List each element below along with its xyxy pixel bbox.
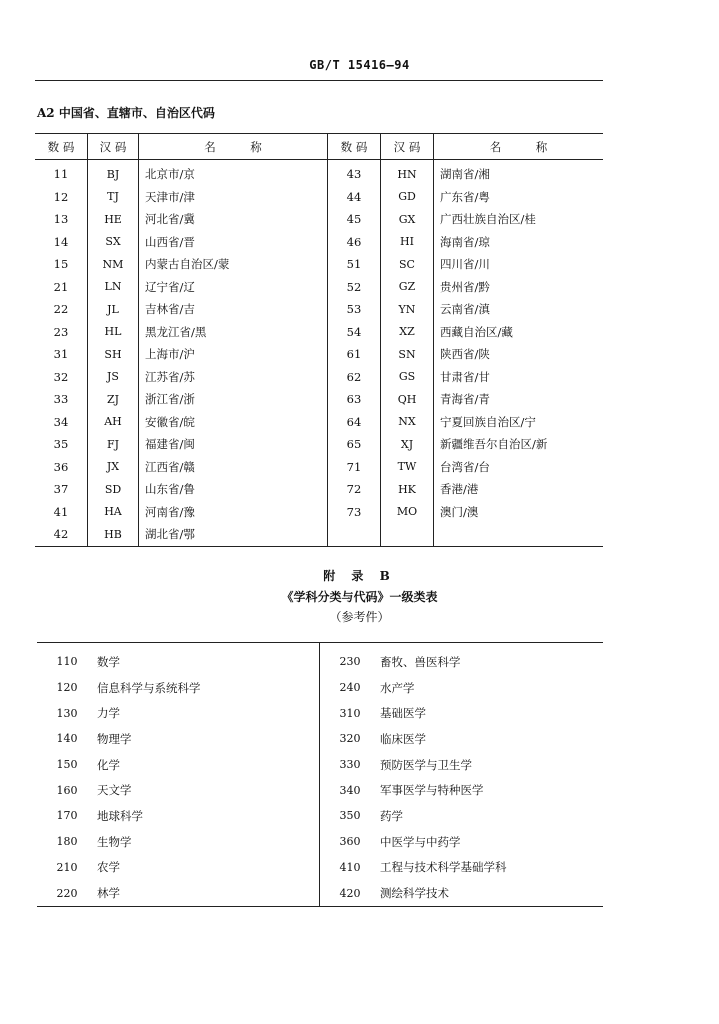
discipline-code: 150 (56, 758, 78, 772)
province-number: 37 (53, 482, 69, 497)
province-name: 湖北省/鄂 (139, 523, 328, 546)
province-number: 63 (328, 388, 381, 411)
discipline-code: 330 (320, 752, 381, 778)
appendix-title: 《学科分类与代码》一级类表 (281, 590, 438, 604)
table-row (37, 829, 603, 855)
province-name: 海南省/琼 (434, 231, 604, 254)
province-code: HL (88, 321, 139, 344)
province-code: NX (381, 411, 434, 434)
discipline-name: 信息科学与系统科学 (97, 680, 201, 695)
table-row (37, 803, 603, 829)
province-name: 四川省/川 (434, 253, 604, 276)
province-code: HE (88, 208, 139, 231)
discipline-name: 军事医学与特种医学 (380, 783, 484, 798)
province-name: 甘肃省/甘 (434, 366, 604, 389)
province-name: 湖南省/湘 (434, 160, 604, 186)
province-number: 46 (328, 231, 381, 254)
province-code: HI (381, 231, 434, 254)
discipline-table-body (37, 643, 603, 907)
province-code: XJ (381, 433, 434, 456)
province-name: 黑龙江省/黑 (139, 321, 328, 344)
discipline-code: 160 (56, 783, 78, 797)
discipline-class-table (37, 642, 603, 907)
province-number: 62 (328, 366, 381, 389)
province-code: TW (381, 456, 434, 479)
province-code: YN (381, 298, 434, 321)
province-number: 22 (53, 302, 69, 317)
province-name: 宁夏回族自治区/宁 (434, 411, 604, 434)
province-code: QH (381, 388, 434, 411)
discipline-name: 地球科学 (97, 808, 143, 823)
table-row (37, 643, 603, 675)
province-code: JL (88, 298, 139, 321)
table-row (35, 523, 603, 546)
province-code (381, 523, 434, 546)
province-name (434, 523, 604, 546)
table-row (35, 478, 603, 501)
province-name: 浙江省/浙 (139, 388, 328, 411)
discipline-code: 410 (320, 855, 381, 881)
table-row (35, 366, 603, 389)
section-a2-title: A2 中国省、直辖市、自治区代码 (37, 106, 215, 120)
province-name: 澳门/澳 (434, 501, 604, 524)
col-header-code: 汉 码 (88, 134, 139, 160)
discipline-name: 力学 (97, 706, 120, 721)
table-row (37, 752, 603, 778)
province-name: 山西省/晋 (139, 231, 328, 254)
province-number: 15 (53, 257, 69, 272)
province-code: AH (88, 411, 139, 434)
province-name: 河北省/冀 (139, 208, 328, 231)
province-name: 安徽省/皖 (139, 411, 328, 434)
table-row (35, 501, 603, 524)
province-code: SX (88, 231, 139, 254)
province-number: 13 (53, 212, 69, 227)
province-number: 51 (328, 253, 381, 276)
province-code: HB (88, 523, 139, 546)
province-number: 31 (53, 347, 69, 362)
discipline-code: 140 (56, 732, 78, 746)
table-row (35, 231, 603, 254)
province-name: 内蒙古自治区/蒙 (139, 253, 328, 276)
table-row (37, 726, 603, 752)
discipline-name: 药学 (380, 808, 403, 823)
table-row (35, 276, 603, 299)
discipline-name: 天文学 (97, 783, 132, 798)
discipline-code: 210 (56, 860, 78, 874)
table-row (35, 298, 603, 321)
province-code: GZ (381, 276, 434, 299)
province-name: 江苏省/苏 (139, 366, 328, 389)
province-name: 河南省/豫 (139, 501, 328, 524)
table-row (35, 186, 603, 209)
province-code-table (35, 133, 603, 547)
province-name: 广西壮族自治区/桂 (434, 208, 604, 231)
discipline-code: 240 (320, 675, 381, 701)
table-row (37, 880, 603, 906)
province-number: 33 (53, 392, 69, 407)
province-code: HA (88, 501, 139, 524)
discipline-name: 畜牧、兽医科学 (380, 654, 461, 669)
province-name: 山东省/鲁 (139, 478, 328, 501)
discipline-name: 生物学 (97, 834, 132, 849)
province-number: 54 (328, 321, 381, 344)
province-number: 42 (53, 527, 69, 542)
province-number: 72 (328, 478, 381, 501)
province-number: 61 (328, 343, 381, 366)
province-number: 71 (328, 456, 381, 479)
province-number: 36 (53, 459, 69, 474)
discipline-name: 预防医学与卫生学 (380, 757, 472, 772)
province-number: 14 (53, 234, 69, 249)
province-code: BJ (88, 160, 139, 186)
header-rule (35, 80, 603, 81)
province-name: 吉林省/吉 (139, 298, 328, 321)
province-code: XZ (381, 321, 434, 344)
province-code: FJ (88, 433, 139, 456)
discipline-name: 中医学与中药学 (380, 834, 461, 849)
province-name: 贵州省/黔 (434, 276, 604, 299)
col-header-number-2: 数 码 (328, 134, 381, 160)
province-code: ZJ (88, 388, 139, 411)
discipline-name: 数学 (97, 654, 120, 669)
discipline-code: 360 (320, 829, 381, 855)
table-row (35, 160, 603, 186)
province-number: 34 (53, 414, 69, 429)
province-number: 32 (53, 369, 69, 384)
province-name: 广东省/粤 (434, 186, 604, 209)
col-header-name-2: 名 称 (434, 134, 604, 160)
table-row (35, 253, 603, 276)
province-number: 44 (328, 186, 381, 209)
discipline-code: 170 (56, 809, 78, 823)
discipline-name: 物理学 (97, 731, 132, 746)
table-row (35, 433, 603, 456)
province-code: LN (88, 276, 139, 299)
discipline-code: 340 (320, 777, 381, 803)
table-row (37, 675, 603, 701)
province-number (328, 523, 381, 546)
discipline-name: 水产学 (380, 680, 415, 695)
province-number: 64 (328, 411, 381, 434)
discipline-code: 120 (56, 681, 78, 695)
province-name: 福建省/闽 (139, 433, 328, 456)
province-name: 香港/港 (434, 478, 604, 501)
col-header-name: 名 称 (139, 134, 328, 160)
province-number: 12 (53, 189, 69, 204)
province-code: SN (381, 343, 434, 366)
province-code: SH (88, 343, 139, 366)
standard-header: GB/T 15416—94 (309, 58, 410, 72)
appendix-note: （参考件） (329, 610, 390, 624)
table-row (35, 456, 603, 479)
province-code: SC (381, 253, 434, 276)
table-row (35, 343, 603, 366)
province-number: 65 (328, 433, 381, 456)
province-name: 西藏自治区/藏 (434, 321, 604, 344)
table-header-row (35, 134, 603, 160)
discipline-name: 农学 (97, 860, 120, 875)
discipline-name: 林学 (97, 886, 120, 901)
province-number: 23 (53, 324, 69, 339)
province-number: 11 (53, 167, 69, 182)
discipline-code: 180 (56, 835, 78, 849)
province-number: 41 (53, 504, 69, 519)
appendix-label: 附 录 B (323, 569, 396, 583)
discipline-code: 420 (320, 880, 381, 906)
province-name: 辽宁省/辽 (139, 276, 328, 299)
province-code: MO (381, 501, 434, 524)
province-name: 台湾省/台 (434, 456, 604, 479)
province-code: GX (381, 208, 434, 231)
table-row (35, 411, 603, 434)
discipline-name: 基础医学 (380, 706, 426, 721)
discipline-code: 130 (56, 706, 78, 720)
province-table-body (35, 160, 603, 547)
province-code: GD (381, 186, 434, 209)
discipline-name: 工程与技术科学基础学科 (380, 860, 507, 875)
province-name: 天津市/津 (139, 186, 328, 209)
province-name: 江西省/赣 (139, 456, 328, 479)
discipline-name: 临床医学 (380, 731, 426, 746)
discipline-name: 化学 (97, 757, 120, 772)
province-name: 云南省/滇 (434, 298, 604, 321)
province-number: 43 (328, 160, 381, 186)
table-row (37, 700, 603, 726)
province-number: 21 (53, 279, 69, 294)
province-code: HK (381, 478, 434, 501)
discipline-name: 测绘科学技术 (380, 886, 449, 901)
province-code: NM (88, 253, 139, 276)
province-name: 青海省/青 (434, 388, 604, 411)
province-number: 35 (53, 437, 69, 452)
province-code: JS (88, 366, 139, 389)
province-name: 北京市/京 (139, 160, 328, 186)
province-code: TJ (88, 186, 139, 209)
province-number: 52 (328, 276, 381, 299)
province-number: 45 (328, 208, 381, 231)
discipline-code: 310 (320, 700, 381, 726)
col-header-code-2: 汉 码 (381, 134, 434, 160)
province-name: 上海市/沪 (139, 343, 328, 366)
province-code: GS (381, 366, 434, 389)
province-name: 陕西省/陕 (434, 343, 604, 366)
province-name: 新疆维吾尔自治区/新 (434, 433, 604, 456)
province-code: SD (88, 478, 139, 501)
table-row (35, 208, 603, 231)
province-code: HN (381, 160, 434, 186)
table-row (37, 855, 603, 881)
table-row (37, 777, 603, 803)
province-number: 73 (328, 501, 381, 524)
discipline-code: 230 (320, 643, 381, 675)
discipline-code: 320 (320, 726, 381, 752)
table-row (35, 321, 603, 344)
discipline-code: 110 (56, 655, 78, 669)
discipline-code: 220 (56, 886, 78, 900)
table-row (35, 388, 603, 411)
discipline-code: 350 (320, 803, 381, 829)
province-number: 53 (328, 298, 381, 321)
province-code: JX (88, 456, 139, 479)
col-header-number: 数 码 (35, 134, 88, 160)
